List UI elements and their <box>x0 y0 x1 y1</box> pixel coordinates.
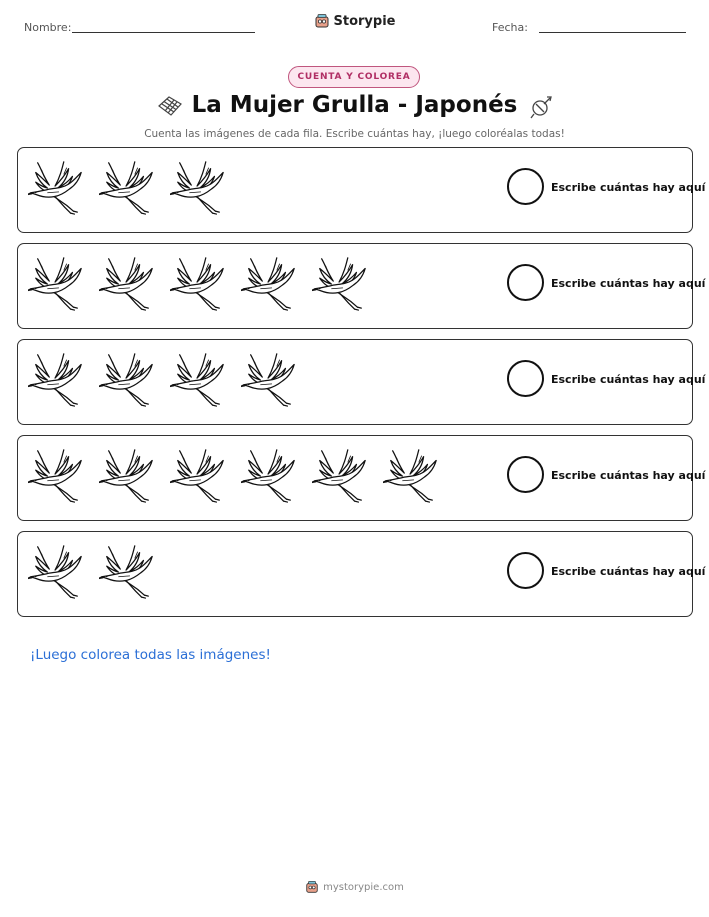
crane-bird-icon <box>99 541 157 601</box>
crane-group <box>28 349 299 409</box>
crane-bird-icon <box>383 445 441 505</box>
crane-bird-icon <box>241 349 299 409</box>
storypie-logo-icon <box>314 13 330 29</box>
brand <box>0 13 709 34</box>
crane-bird-icon <box>28 157 86 217</box>
date-field[interactable] <box>539 32 686 33</box>
color-note: ¡Luego colorea todas las imágenes! <box>30 647 271 663</box>
crane-bird-icon <box>170 157 228 217</box>
counting-row <box>17 531 706 617</box>
name-label: Nombre: <box>24 21 72 34</box>
crane-bird-icon <box>170 349 228 409</box>
crane-group <box>28 253 370 313</box>
crane-bird-icon <box>28 349 86 409</box>
instructions: Cuenta las imágenes de cada fila. Escribe cuántas hay, ¡luego coloréalas todas! <box>144 128 565 140</box>
crane-group <box>28 445 441 505</box>
site-url[interactable]: mystorypie.com <box>323 881 404 893</box>
counting-row <box>17 243 706 329</box>
answer-circle[interactable] <box>507 168 544 205</box>
activity-badge: CUENTA Y COLOREA <box>288 66 420 88</box>
crane-bird-icon <box>28 541 86 601</box>
crane-bird-icon <box>99 253 157 313</box>
answer-circle[interactable] <box>507 360 544 397</box>
brand-name: Storypie <box>333 13 396 29</box>
answer-label: Escribe cuántas hay aquí <box>551 373 706 386</box>
crane-group <box>28 541 157 601</box>
crane-bird-icon <box>170 445 228 505</box>
counting-row <box>17 435 706 521</box>
crane-bird-icon <box>28 445 86 505</box>
answer-circle[interactable] <box>507 456 544 493</box>
crane-bird-icon <box>99 445 157 505</box>
answer-label: Escribe cuántas hay aquí <box>551 469 706 482</box>
crane-bird-icon <box>99 349 157 409</box>
counting-row <box>17 147 706 233</box>
worksheet-title: La Mujer Grulla - Japonés <box>191 92 518 118</box>
answer-circle[interactable] <box>507 264 544 301</box>
crane-bird-icon <box>312 445 370 505</box>
crane-bird-icon <box>241 445 299 505</box>
crane-bird-icon <box>99 157 157 217</box>
storypie-logo-icon <box>305 880 319 894</box>
crane-bird-icon <box>241 253 299 313</box>
site-footer <box>0 880 709 899</box>
date-label: Fecha: <box>492 21 528 34</box>
answer-label: Escribe cuántas hay aquí <box>551 565 706 578</box>
crane-group <box>28 157 228 217</box>
counting-row <box>17 339 706 425</box>
crane-bird-icon <box>28 253 86 313</box>
answer-label: Escribe cuántas hay aquí <box>551 277 706 290</box>
crane-bird-icon <box>170 253 228 313</box>
origami-crane-icon <box>528 94 554 120</box>
answer-circle[interactable] <box>507 552 544 589</box>
crane-bird-icon <box>312 253 370 313</box>
answer-label: Escribe cuántas hay aquí <box>551 181 706 194</box>
counting-rows <box>17 147 706 627</box>
